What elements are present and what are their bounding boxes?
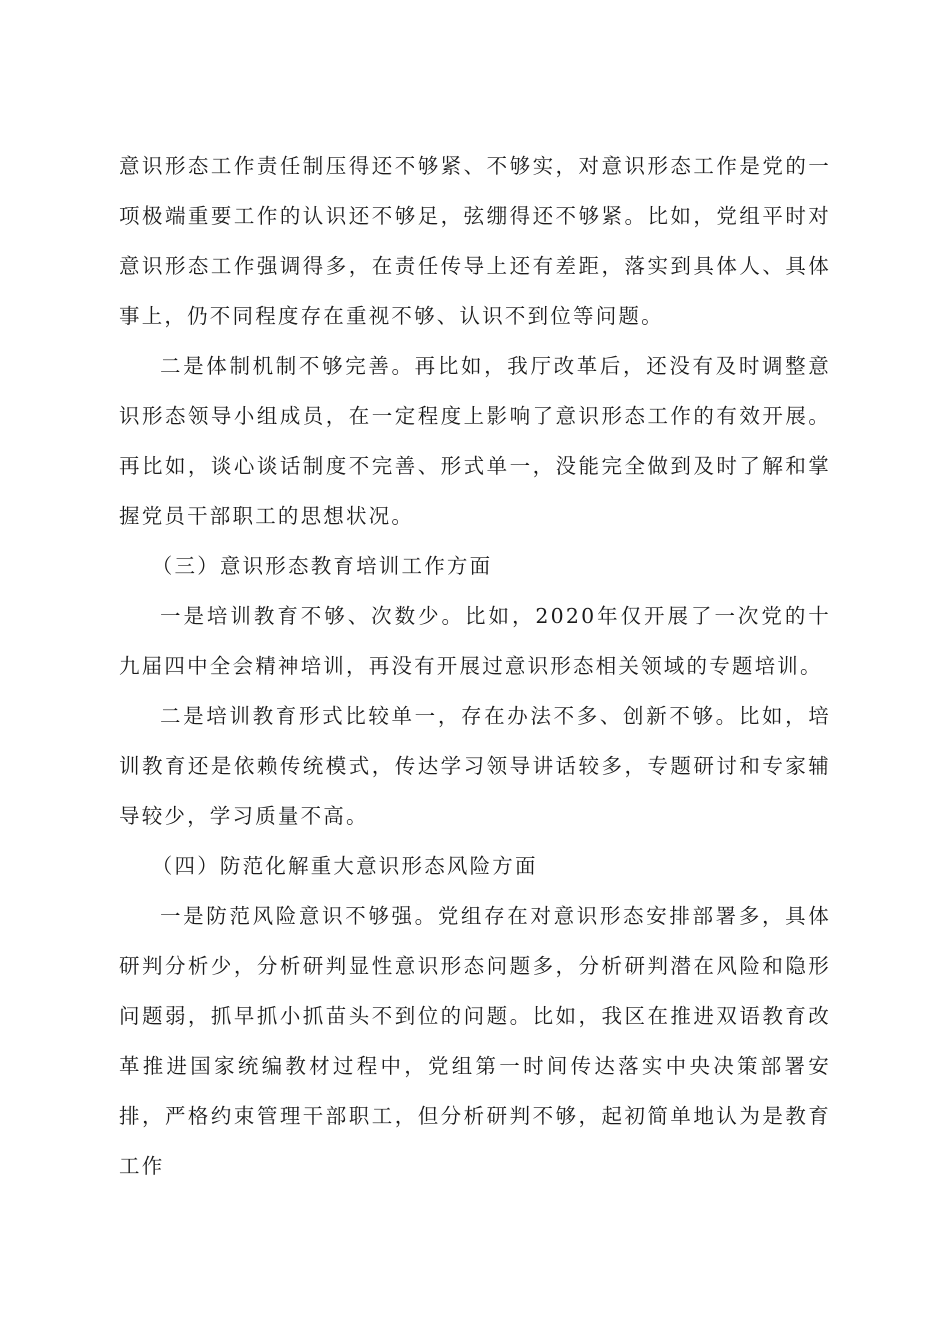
paragraph-2: 二是体制机制不够完善。再比如，我厅改革后，还没有及时调整意识形态领导小组成员，在一定程度上影响了意识形态工作的有效开展。再比如，谈心谈话制度不完善、形式单一，没能完全做到及时了解和掌握党员干部职工的思想状况。 [119, 354, 831, 528]
document-body [119, 141, 831, 1191]
paragraph-4: 一是培训教育不够、次数少。比如，2020年仅开展了一次党的十九届四中全会精神培训，再没有开展过意识形态相关领域的专题培训。 [119, 604, 831, 678]
paragraph-5: 二是培训教育形式比较单一，存在办法不多、创新不够。比如，培训教育还是依赖传统模式，传达学习领导讲话较多，专题研讨和专家辅导较少，学习质量不高。 [119, 704, 831, 828]
paragraph-1: 意识形态工作责任制压得还不够紧、不够实，对意识形态工作是党的一项极端重要工作的认识还不够足，弦绷得还不够紧。比如，党组平时对意识形态工作强调得多，在责任传导上还有差距，落实到具体人、具体事上，仍不同程度存在重视不够、认识不到位等问题。 [119, 154, 831, 328]
section-heading-4: （四）防范化解重大意识形态风险方面 [151, 854, 538, 878]
section-heading-3: （三）意识形态教育培训工作方面 [151, 554, 493, 578]
paragraph-7: 一是防范风险意识不够强。党组存在对意识形态安排部署多，具体研判分析少，分析研判显性意识形态问题多，分析研判潜在风险和隐形问题弱，抓早抓小抓苗头不到位的问题。比如，我区在推进双语教育改革推进国家统编教材过程中，党组第一时间传达落实中央决策部署安排，严格约束管理干部职工，但分析研判不够，起初简单地认为是教育工作 [119, 904, 831, 1178]
